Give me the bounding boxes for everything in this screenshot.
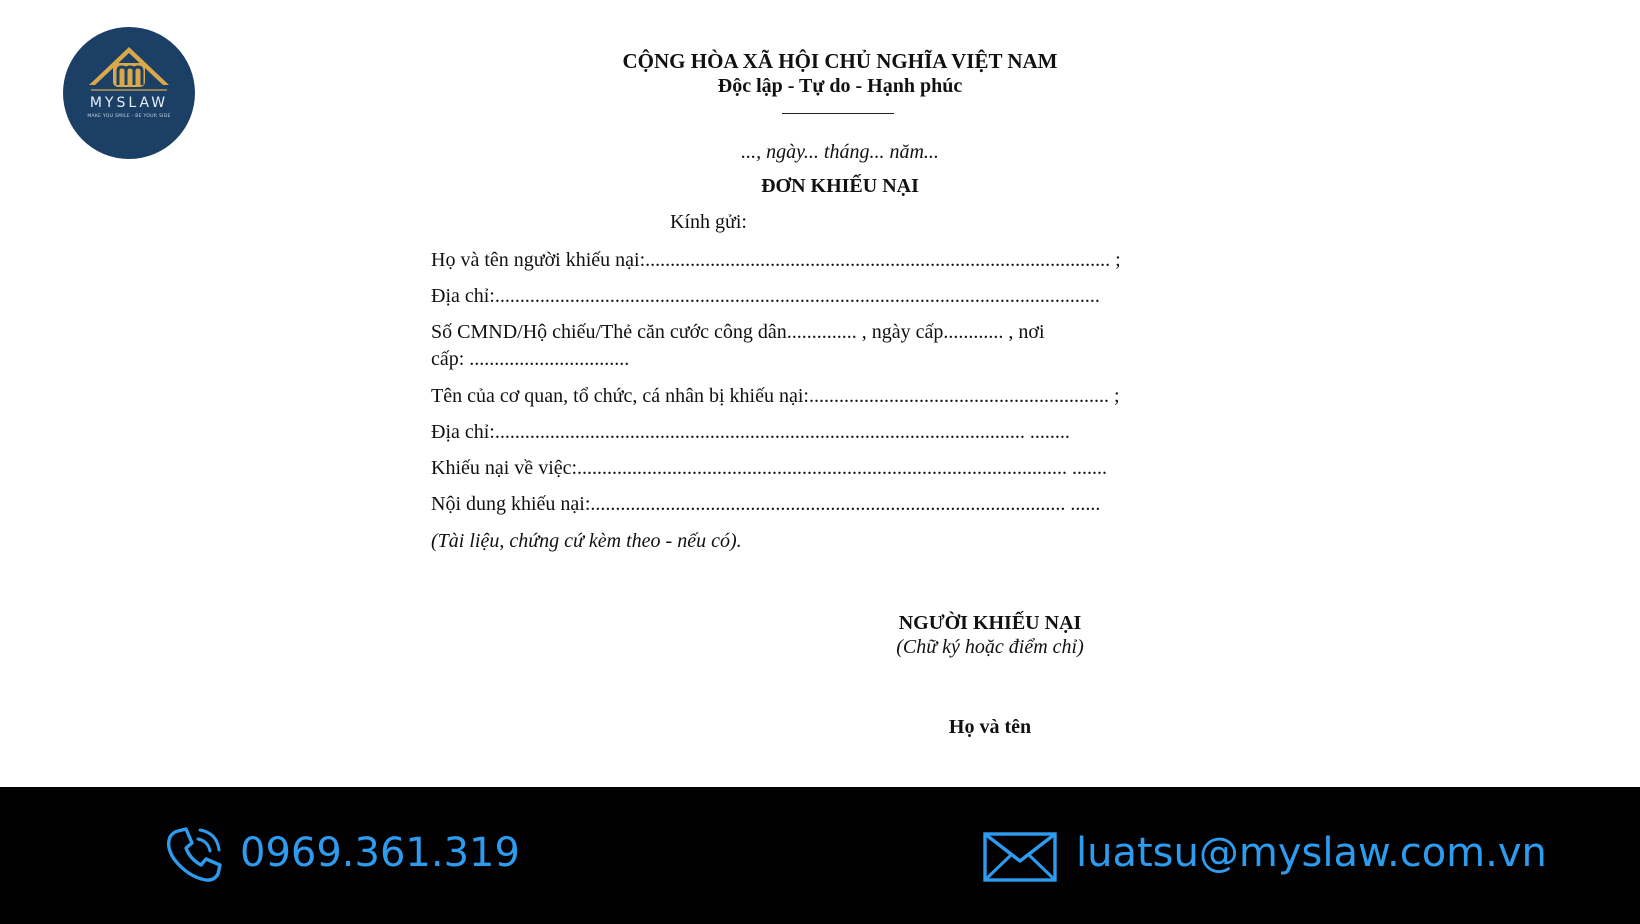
field-complaint-content: Nội dung khiếu nại:............................................................................................... ...... [431,493,1101,515]
header-divider [782,113,894,114]
field-complaint-subject: Khiếu nại về việc:.................................................................................................. ....... [431,457,1108,479]
logo-slogan: MAKE YOU SMILE - BE YOUR SIDE [87,114,171,119]
logo-name: MYSLAW [89,95,169,111]
myslaw-logo-icon [63,27,195,159]
signer-name: Họ và tên [948,716,1032,738]
country-heading: CỘNG HÒA XÃ HỘI CHỦ NGHĨA VIỆT NAM [622,49,1058,73]
field-id-place: cấp: ................................ [431,348,630,370]
attachment-note: (Tài liệu, chứng cứ kèm theo - nếu có). [431,530,742,552]
recipient-label: Kính gửi: [670,211,747,233]
date-line: ..., ngày... tháng... năm... [741,141,939,163]
contact-footer [0,787,1640,924]
phone-number[interactable]: 0969.361.319 [240,830,520,876]
field-id-number: Số CMND/Hộ chiếu/Thẻ căn cước công dân.............. , ngày cấp............ , nơi [431,321,1045,343]
signer-note: (Chữ ký hoặc điểm chỉ) [896,636,1084,658]
field-respondent-name: Tên của cơ quan, tổ chức, cá nhân bị khiếu nại:............................................................ ; [431,385,1120,407]
motto: Độc lập - Tự do - Hạnh phúc [717,75,963,97]
email-address[interactable]: luatsu@myslaw.com.vn [1076,830,1547,876]
mail-icon [982,831,1058,883]
form-title: ĐƠN KHIẾU NẠI [761,175,919,197]
field-respondent-address: Địa chỉ:.......................................................................................................... ........ [431,421,1070,443]
phone-icon [164,825,224,885]
field-complainant-name: Họ và tên người khiếu nại:............................................................................................. ; [431,249,1121,271]
signer-title: NGƯỜI KHIẾU NẠI [898,612,1082,634]
myslaw-logo [63,27,195,159]
field-complainant-address: Địa chỉ:......................................................................................................................... [431,285,1100,307]
